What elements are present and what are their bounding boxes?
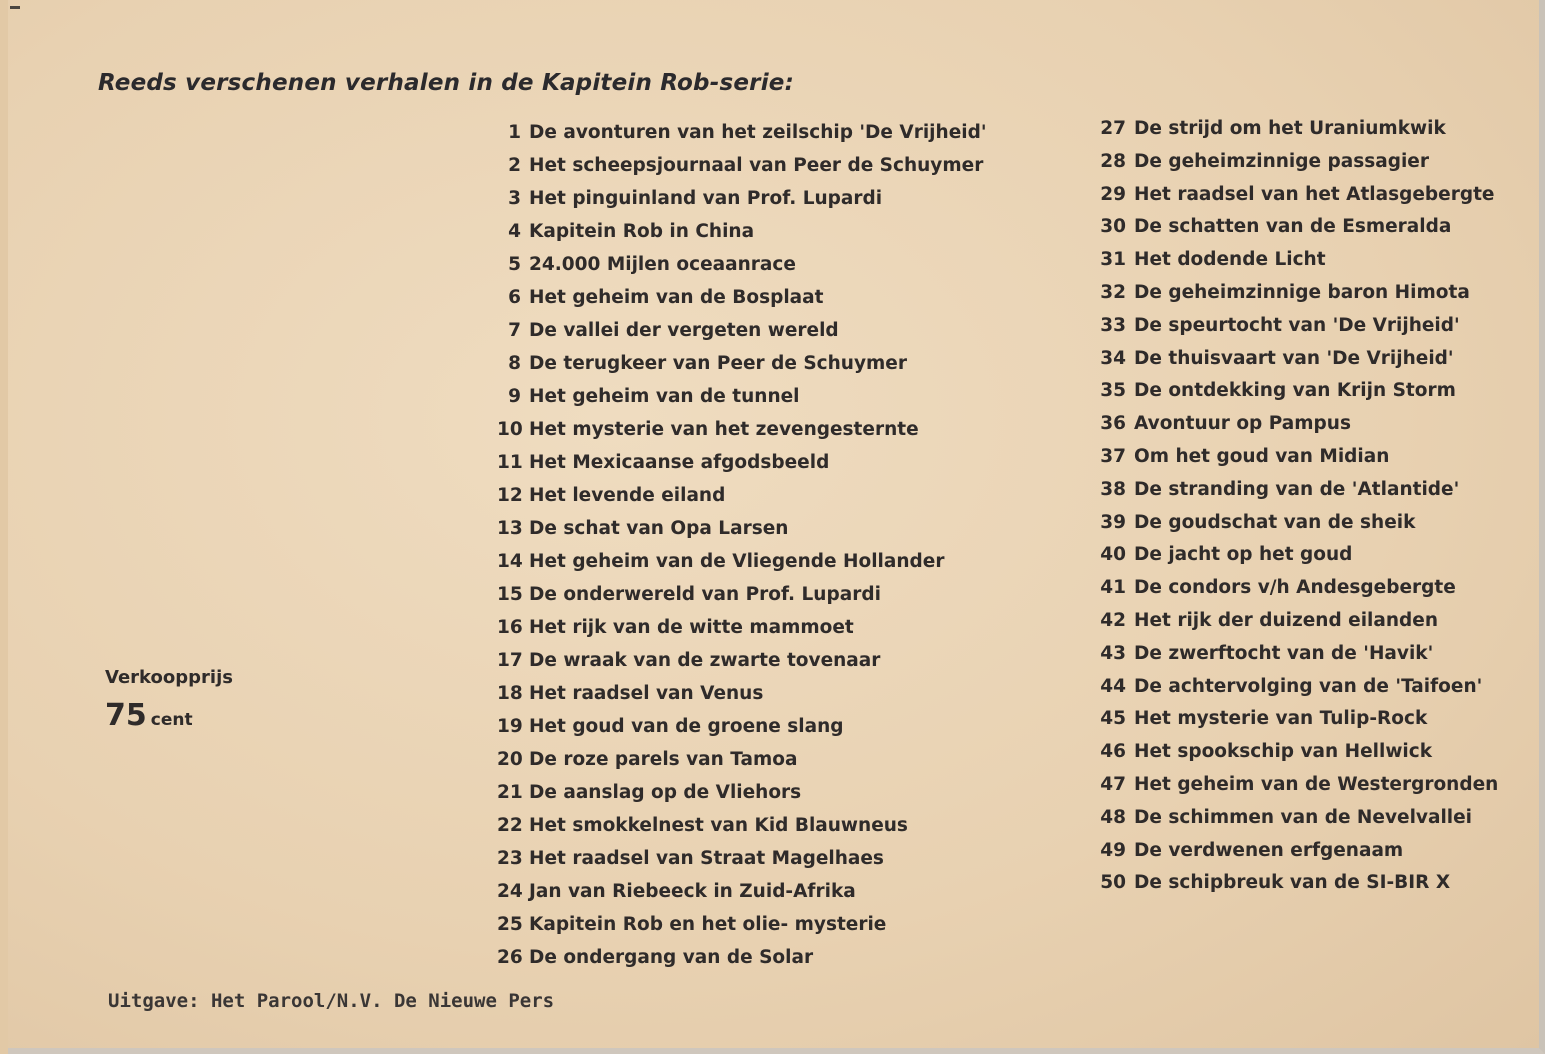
title-number: 44 (1100, 675, 1126, 697)
title-text: De geheimzinnige passagier (1134, 150, 1429, 172)
title-text: De vallei der vergeten wereld (529, 320, 839, 341)
title-number: 47 (1100, 774, 1126, 795)
title-text: Het rijk van de witte mammoet (529, 617, 854, 638)
title-number: 46 (1100, 741, 1126, 763)
title-item (497, 551, 944, 583)
title-item (1100, 512, 1415, 544)
title-item (497, 914, 886, 946)
title-text: De schat van Opa Larsen (529, 518, 789, 539)
title-number: 6 (508, 287, 521, 308)
title-number: 29 (1100, 183, 1126, 205)
title-item (497, 353, 907, 385)
title-number: 30 (1100, 216, 1126, 238)
title-item (497, 584, 881, 616)
title-number: 45 (1100, 708, 1126, 730)
title-item (497, 848, 884, 880)
title-item (1100, 216, 1451, 248)
title-text: De schimmen van de Nevelvallei (1134, 806, 1473, 828)
title-item (497, 617, 854, 649)
title-item (497, 419, 919, 451)
title-text: De schipbreuk van de SI-BIR X (1134, 872, 1451, 894)
title-text: Het raadsel van Straat Magelhaes (529, 848, 884, 869)
title-text: De condors v/h Andesgebergte (1134, 577, 1456, 599)
title-item (497, 386, 800, 418)
title-text: De thuisvaart van 'De Vrijheid' (1134, 347, 1454, 369)
title-text: De ondergang van de Solar (529, 947, 814, 968)
title-text: Het raadsel van Venus (529, 683, 764, 704)
title-number: 9 (508, 386, 521, 407)
title-item (497, 650, 880, 682)
title-number: 35 (1100, 380, 1126, 402)
title-number: 36 (1100, 413, 1126, 435)
title-text: De goudschat van de sheik (1134, 511, 1416, 533)
title-text: Het geheim van de tunnel (529, 386, 800, 407)
title-number: 1 (508, 122, 521, 143)
title-text: De terugkeer van Peer de Schuymer (529, 353, 907, 374)
title-text: De schatten van de Esmeralda (1134, 216, 1452, 238)
title-number: 38 (1100, 478, 1126, 500)
title-number: 13 (497, 518, 523, 539)
title-item (1100, 676, 1482, 708)
title-number: 14 (497, 551, 523, 572)
publisher-line: Uitgave: Het Parool/N.V. De Nieuwe Pers (108, 990, 555, 1012)
title-item (1100, 840, 1403, 872)
title-text: Het pinguinland van Prof. Lupardi (529, 188, 883, 209)
title-item (497, 452, 829, 484)
title-text: De geheimzinnige baron Himota (1134, 282, 1470, 303)
title-number: 10 (497, 419, 523, 440)
title-item (1100, 282, 1470, 314)
title-item (1100, 184, 1494, 216)
title-item (1100, 249, 1326, 281)
price-value: 75 (105, 698, 147, 733)
title-text: De stranding van de 'Atlantide' (1134, 478, 1460, 500)
title-text: Het spookschip van Hellwick (1134, 741, 1433, 763)
title-item (497, 287, 823, 319)
title-number: 15 (497, 584, 523, 605)
title-text: 24.000 Mijlen oceaanrace (529, 254, 796, 275)
title-item (1100, 807, 1472, 839)
title-item (497, 881, 856, 913)
title-number: 8 (508, 353, 521, 374)
title-number: 42 (1100, 610, 1126, 631)
title-item (1100, 577, 1456, 609)
title-text: De wraak van de zwarte tovenaar (529, 650, 881, 671)
title-number: 20 (497, 749, 523, 770)
title-text: De strijd om het Uraniumkwik (1134, 118, 1446, 139)
title-number: 17 (497, 650, 523, 671)
title-text: Het raadsel van het Atlasgebergte (1134, 183, 1495, 205)
title-text: De zwerftocht van de 'Havik' (1134, 642, 1434, 664)
title-number: 41 (1100, 577, 1126, 599)
title-item (1100, 446, 1389, 478)
title-number: 31 (1100, 249, 1126, 271)
title-number: 37 (1100, 446, 1126, 467)
title-item (497, 518, 788, 550)
title-text: Het Mexicaanse afgodsbeeld (529, 452, 830, 473)
title-item (1100, 315, 1460, 347)
title-item (497, 254, 796, 286)
title-item (1100, 413, 1351, 445)
title-text: De onderwereld van Prof. Lupardi (529, 584, 881, 605)
title-text: Het smokkelnest van Kid Blauwneus (529, 815, 908, 836)
title-number: 32 (1100, 282, 1126, 303)
title-text: De speurtocht van 'De Vrijheid' (1134, 314, 1460, 336)
title-item (497, 155, 983, 187)
title-text: De achtervolging van de 'Taifoen' (1134, 675, 1483, 697)
title-text: Om het goud van Midian (1134, 446, 1390, 467)
title-text: Het geheim van de Vliegende Hollander (529, 551, 945, 572)
title-text: De jacht op het goud (1134, 544, 1353, 566)
title-number: 22 (497, 815, 523, 836)
title-item (1100, 151, 1429, 183)
title-number: 49 (1100, 839, 1126, 861)
paper-edge (0, 0, 8, 1054)
title-item (1100, 118, 1446, 150)
title-text: Het dodende Licht (1134, 249, 1326, 271)
title-number: 16 (497, 617, 523, 638)
title-number: 27 (1100, 118, 1126, 139)
title-number: 39 (1100, 511, 1126, 533)
title-text: Kapitein Rob in China (529, 221, 755, 242)
title-number: 3 (508, 188, 521, 209)
title-text: Het scheepsjournaal van Peer de Schuymer (529, 155, 984, 176)
title-number: 43 (1100, 642, 1126, 664)
title-item (497, 947, 813, 979)
title-item (497, 683, 763, 715)
title-number: 18 (497, 683, 523, 704)
title-item (1100, 544, 1352, 576)
title-number: 48 (1100, 806, 1126, 828)
title-number: 24 (497, 881, 523, 902)
title-item (1100, 348, 1454, 380)
title-item (1100, 774, 1498, 806)
price (105, 698, 193, 733)
title-text: Het geheim van de Westergronden (1134, 774, 1499, 795)
title-item (1100, 872, 1450, 904)
title-item (1100, 479, 1459, 511)
series-heading: Reeds verschenen verhalen in de Kapitein Rob-serie: (98, 70, 794, 96)
corner-mark (10, 6, 20, 9)
title-text: Avontuur op Pampus (1134, 413, 1351, 435)
title-text: Het rijk der duizend eilanden (1134, 610, 1438, 631)
title-item (497, 221, 754, 253)
title-number: 40 (1100, 544, 1126, 566)
title-item (497, 815, 908, 847)
title-number: 26 (497, 947, 523, 968)
title-number: 4 (508, 221, 521, 242)
title-text: Het levende eiland (529, 485, 726, 506)
title-number: 25 (497, 914, 523, 935)
title-text: Het geheim van de Bosplaat (529, 287, 824, 308)
title-number: 21 (497, 782, 523, 803)
title-number: 50 (1100, 872, 1126, 894)
title-number: 12 (497, 485, 523, 506)
price-unit: cent (150, 710, 193, 730)
title-text: De verdwenen erfgenaam (1134, 839, 1404, 861)
title-item (497, 782, 801, 814)
title-item (497, 188, 882, 220)
title-number: 7 (508, 320, 521, 341)
title-number: 33 (1100, 314, 1126, 336)
title-text: Kapitein Rob en het olie- mysterie (529, 914, 887, 935)
title-text: De avonturen van het zeilschip 'De Vrijheid' (529, 122, 987, 143)
title-text: Het mysterie van het zevengesternte (529, 419, 919, 440)
title-item (497, 320, 839, 352)
title-item (1100, 708, 1427, 740)
title-number: 2 (508, 155, 521, 176)
title-item (1100, 643, 1433, 675)
title-item (1100, 380, 1456, 412)
title-item (497, 749, 797, 781)
title-text: De ontdekking van Krijn Storm (1134, 380, 1456, 402)
title-item (1100, 610, 1438, 642)
title-item (1100, 741, 1432, 773)
title-item (497, 122, 987, 154)
price-label: Verkoopprijs (105, 667, 233, 688)
title-text: Het goud van de groene slang (529, 716, 844, 737)
title-number: 28 (1100, 150, 1126, 172)
title-number: 34 (1100, 347, 1126, 369)
title-item (497, 716, 844, 748)
title-number: 11 (497, 452, 523, 473)
title-item (497, 485, 725, 517)
title-number: 19 (497, 716, 523, 737)
title-text: Het mysterie van Tulip-Rock (1134, 708, 1428, 730)
title-number: 23 (497, 848, 523, 869)
title-number: 5 (508, 254, 521, 275)
title-text: De roze parels van Tamoa (529, 749, 798, 770)
title-text: De aanslag op de Vliehors (529, 782, 802, 803)
title-text: Jan van Riebeeck in Zuid-Afrika (529, 881, 856, 902)
